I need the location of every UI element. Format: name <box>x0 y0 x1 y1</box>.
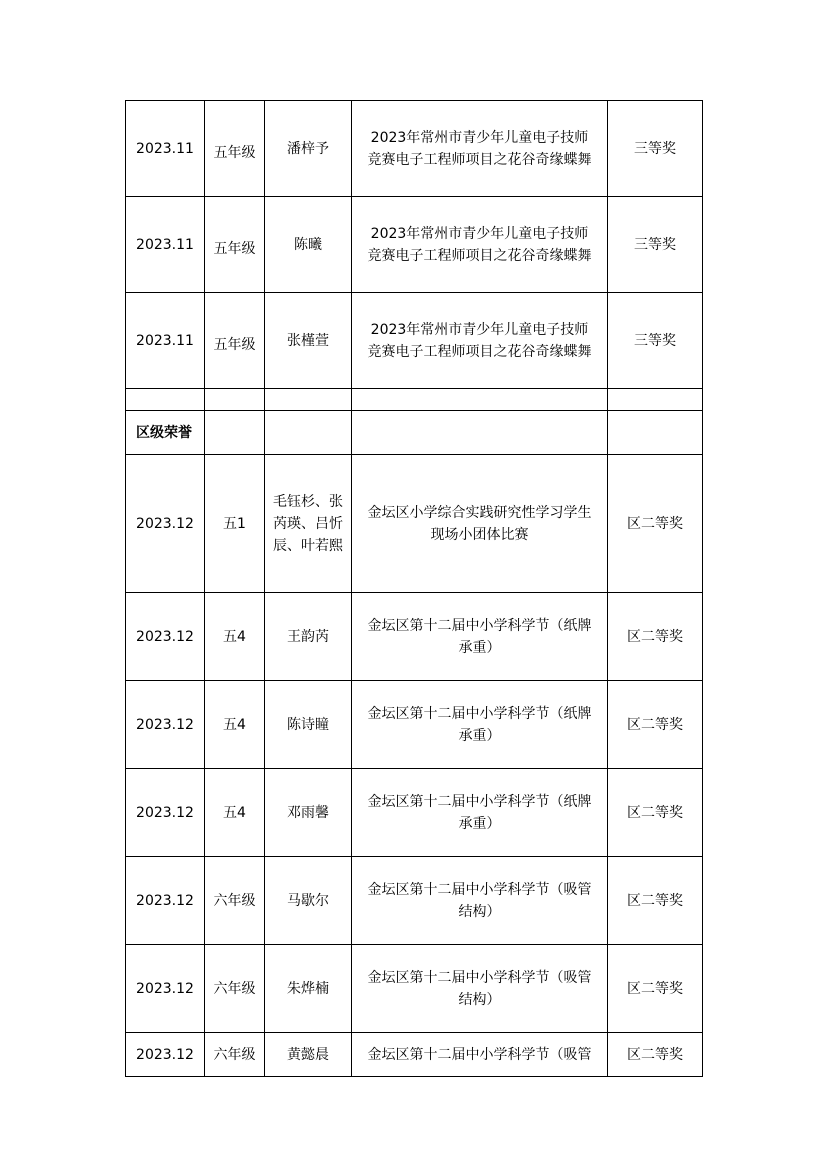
event-cell <box>352 593 608 681</box>
award-cell: 区二等奖 <box>608 945 703 1033</box>
name-line: 毛钰杉、张 <box>273 493 343 510</box>
name-cell: 张槿萱 <box>265 293 352 389</box>
grade-cell: 五年级 <box>205 197 265 293</box>
grade-cell: 六年级 <box>205 857 265 945</box>
event-cell <box>352 101 608 197</box>
name-cell: 黄懿晨 <box>265 1033 352 1077</box>
grade-cell: 五4 <box>205 769 265 857</box>
event-line: 竞赛电子工程师项目之花谷奇缘蝶舞 <box>367 247 592 264</box>
date-cell: 2023.12 <box>126 681 205 769</box>
awards-table <box>125 100 703 1077</box>
event-line: 承重） <box>458 639 501 656</box>
table-row <box>126 197 703 293</box>
event-line: 竞赛电子工程师项目之花谷奇缘蝶舞 <box>367 151 592 168</box>
table-row <box>126 101 703 197</box>
event-line: 金坛区第十二届中小学科学节（纸牌 <box>367 617 592 634</box>
grade-cell: 五年级 <box>205 101 265 197</box>
award-cell: 区二等奖 <box>608 681 703 769</box>
event-line: 2023年常州市青少年儿童电子技师 <box>370 321 589 338</box>
section-row <box>126 411 703 455</box>
event-line: 现场小团体比赛 <box>430 526 529 543</box>
event-line: 2023年常州市青少年儿童电子技师 <box>370 225 589 242</box>
event-line: 金坛区小学综合实践研究性学习学生 <box>367 504 592 521</box>
event-line: 金坛区第十二届中小学科学节（纸牌 <box>367 705 592 722</box>
award-cell: 三等奖 <box>608 101 703 197</box>
event-line: 2023年常州市青少年儿童电子技师 <box>370 129 589 146</box>
name-cell: 陈曦 <box>265 197 352 293</box>
table-row <box>126 857 703 945</box>
empty-cell <box>608 411 703 455</box>
award-cell: 区二等奖 <box>608 455 703 593</box>
grade-cell: 六年级 <box>205 945 265 1033</box>
empty-cell <box>265 411 352 455</box>
name-line: 芮瑛、吕忻 <box>273 515 343 532</box>
award-cell: 区二等奖 <box>608 593 703 681</box>
event-cell <box>352 455 608 593</box>
event-cell <box>352 293 608 389</box>
table-row <box>126 593 703 681</box>
empty-cell <box>265 389 352 411</box>
event-cell <box>352 945 608 1033</box>
name-cell: 潘梓予 <box>265 101 352 197</box>
date-cell: 2023.11 <box>126 101 205 197</box>
date-cell: 2023.12 <box>126 455 205 593</box>
empty-cell <box>608 389 703 411</box>
table-row <box>126 769 703 857</box>
grade-cell: 六年级 <box>205 1033 265 1077</box>
event-line: 承重） <box>458 727 501 744</box>
event-line: 金坛区第十二届中小学科学节（纸牌 <box>367 793 592 810</box>
event-cell: 金坛区第十二届中小学科学节（吸管 <box>352 1033 608 1077</box>
empty-cell <box>352 411 608 455</box>
name-cell: 朱烨楠 <box>265 945 352 1033</box>
grade-cell: 五年级 <box>205 293 265 389</box>
award-cell: 区二等奖 <box>608 857 703 945</box>
name-cell: 邓雨馨 <box>265 769 352 857</box>
date-cell: 2023.12 <box>126 593 205 681</box>
award-cell: 三等奖 <box>608 197 703 293</box>
name-line: 辰、叶若熙 <box>273 537 343 554</box>
table-row <box>126 681 703 769</box>
event-line: 结构） <box>458 903 501 920</box>
event-line: 竞赛电子工程师项目之花谷奇缘蝶舞 <box>367 343 592 360</box>
names-cell <box>265 455 352 593</box>
date-cell: 2023.11 <box>126 197 205 293</box>
empty-cell <box>352 389 608 411</box>
grade-cell: 五4 <box>205 593 265 681</box>
name-cell: 王韵芮 <box>265 593 352 681</box>
name-cell: 陈诗瞳 <box>265 681 352 769</box>
event-cell <box>352 681 608 769</box>
table-row <box>126 293 703 389</box>
event-line: 承重） <box>458 815 501 832</box>
date-cell: 2023.12 <box>126 1033 205 1077</box>
grade-cell: 五4 <box>205 681 265 769</box>
date-cell: 2023.11 <box>126 293 205 389</box>
event-line: 金坛区第十二届中小学科学节（吸管 <box>367 881 592 898</box>
name-cell: 马歇尔 <box>265 857 352 945</box>
date-cell: 2023.12 <box>126 945 205 1033</box>
empty-cell <box>205 411 265 455</box>
award-cell: 三等奖 <box>608 293 703 389</box>
empty-cell <box>126 389 205 411</box>
award-cell: 区二等奖 <box>608 1033 703 1077</box>
table-row <box>126 945 703 1033</box>
date-cell: 2023.12 <box>126 769 205 857</box>
event-cell <box>352 197 608 293</box>
grade-cell: 五1 <box>205 455 265 593</box>
table-row <box>126 455 703 593</box>
award-cell: 区二等奖 <box>608 769 703 857</box>
event-cell <box>352 857 608 945</box>
table-row <box>126 1033 703 1077</box>
date-cell: 2023.12 <box>126 857 205 945</box>
event-line: 结构） <box>458 991 501 1008</box>
section-heading: 区级荣誉 <box>126 411 205 455</box>
empty-cell <box>205 389 265 411</box>
event-cell <box>352 769 608 857</box>
empty-row <box>126 389 703 411</box>
event-line: 金坛区第十二届中小学科学节（吸管 <box>367 969 592 986</box>
